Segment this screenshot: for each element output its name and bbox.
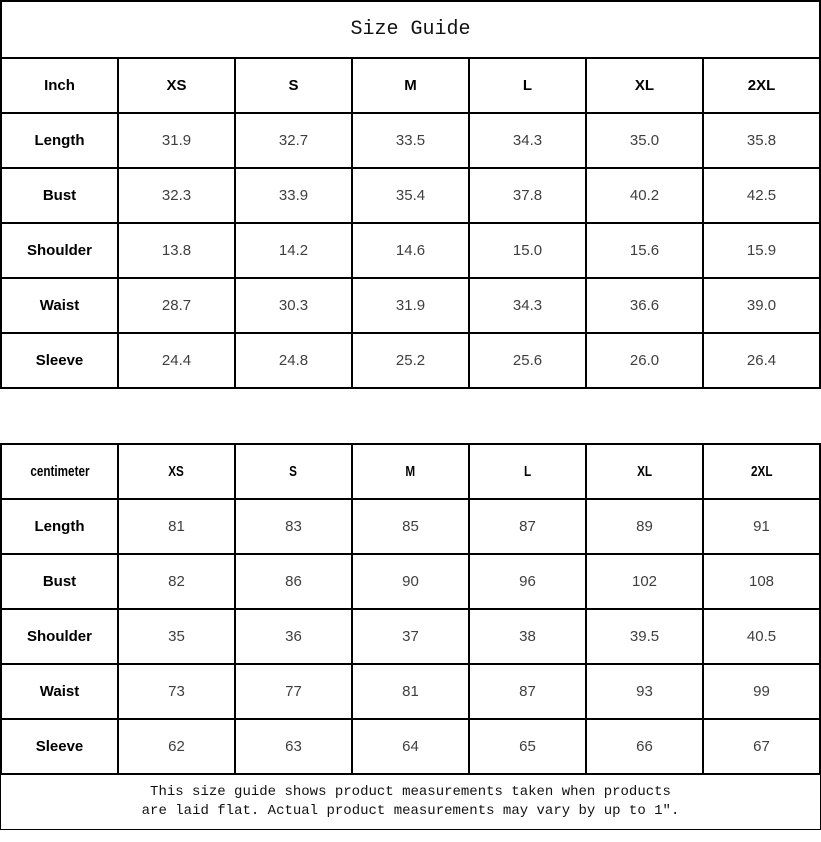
row-label: Waist bbox=[1, 278, 118, 333]
size-value-cell: 83 bbox=[235, 499, 352, 554]
size-value-cell: 25.2 bbox=[352, 333, 469, 388]
size-value-cell: 67 bbox=[703, 719, 820, 774]
note-line-1: This size guide shows product measurements taken when products bbox=[150, 784, 671, 800]
size-value-cell: 15.9 bbox=[703, 223, 820, 278]
size-value-cell: 85 bbox=[352, 499, 469, 554]
size-value-cell: 26.0 bbox=[586, 333, 703, 388]
size-value-cell: 15.0 bbox=[469, 223, 586, 278]
size-value-cell: 24.4 bbox=[118, 333, 235, 388]
size-col-header: XS bbox=[118, 444, 235, 499]
size-value-cell: 91 bbox=[703, 499, 820, 554]
size-value-cell: 40.2 bbox=[586, 168, 703, 223]
row-label: Length bbox=[1, 113, 118, 168]
size-value-cell: 35 bbox=[118, 609, 235, 664]
size-value-cell: 89 bbox=[586, 499, 703, 554]
size-value-cell: 14.2 bbox=[235, 223, 352, 278]
size-value-cell: 81 bbox=[118, 499, 235, 554]
size-value-cell: 28.7 bbox=[118, 278, 235, 333]
size-value-cell: 33.9 bbox=[235, 168, 352, 223]
size-col-header: M bbox=[352, 58, 469, 113]
size-value-cell: 87 bbox=[469, 664, 586, 719]
size-value-cell: 24.8 bbox=[235, 333, 352, 388]
size-value-cell: 64 bbox=[352, 719, 469, 774]
inch-size-table bbox=[0, 57, 821, 389]
size-value-cell: 102 bbox=[586, 554, 703, 609]
row-label: Bust bbox=[1, 554, 118, 609]
size-value-cell: 82 bbox=[118, 554, 235, 609]
size-col-header: L bbox=[469, 444, 586, 499]
size-col-header: 2XL bbox=[703, 58, 820, 113]
size-value-cell: 63 bbox=[235, 719, 352, 774]
size-value-cell: 15.6 bbox=[586, 223, 703, 278]
row-label: Shoulder bbox=[1, 609, 118, 664]
size-value-cell: 39.5 bbox=[586, 609, 703, 664]
row-label: Bust bbox=[1, 168, 118, 223]
row-label: Length bbox=[1, 499, 118, 554]
row-label: Waist bbox=[1, 664, 118, 719]
size-col-header: S bbox=[235, 444, 352, 499]
size-value-cell: 36 bbox=[235, 609, 352, 664]
size-value-cell: 93 bbox=[586, 664, 703, 719]
size-value-cell: 35.4 bbox=[352, 168, 469, 223]
size-value-cell: 25.6 bbox=[469, 333, 586, 388]
size-value-cell: 81 bbox=[352, 664, 469, 719]
size-value-cell: 99 bbox=[703, 664, 820, 719]
size-value-cell: 38 bbox=[469, 609, 586, 664]
unit-label-inch: Inch bbox=[1, 58, 118, 113]
size-col-header: M bbox=[352, 444, 469, 499]
size-value-cell: 73 bbox=[118, 664, 235, 719]
size-value-cell: 32.3 bbox=[118, 168, 235, 223]
size-value-cell: 30.3 bbox=[235, 278, 352, 333]
size-value-cell: 96 bbox=[469, 554, 586, 609]
size-value-cell: 13.8 bbox=[118, 223, 235, 278]
table-row bbox=[1, 223, 820, 278]
table-row bbox=[1, 333, 820, 388]
table-divider-gap bbox=[0, 389, 821, 443]
table-row bbox=[1, 113, 820, 168]
size-value-cell: 42.5 bbox=[703, 168, 820, 223]
page-title bbox=[0, 0, 821, 57]
row-label: Sleeve bbox=[1, 333, 118, 388]
page-title-text: Size Guide bbox=[350, 18, 471, 41]
size-col-header: XL bbox=[586, 444, 703, 499]
size-value-cell: 33.5 bbox=[352, 113, 469, 168]
row-label: Shoulder bbox=[1, 223, 118, 278]
size-value-cell: 36.6 bbox=[586, 278, 703, 333]
table-row bbox=[1, 168, 820, 223]
table-row bbox=[1, 278, 820, 333]
size-col-header: XL bbox=[586, 58, 703, 113]
note-line-2: are laid flat. Actual product measurements may vary by up to 1″. bbox=[141, 803, 680, 819]
size-value-cell: 35.8 bbox=[703, 113, 820, 168]
table-row bbox=[1, 554, 820, 609]
centimeter-size-table bbox=[0, 443, 821, 775]
size-value-cell: 108 bbox=[703, 554, 820, 609]
table-row bbox=[1, 664, 820, 719]
size-col-header: XS bbox=[118, 58, 235, 113]
table-header-row bbox=[1, 58, 820, 113]
table-row bbox=[1, 609, 820, 664]
size-value-cell: 77 bbox=[235, 664, 352, 719]
size-value-cell: 37 bbox=[352, 609, 469, 664]
unit-label-centimeter: centimeter bbox=[1, 444, 118, 499]
row-label: Sleeve bbox=[1, 719, 118, 774]
table-row bbox=[1, 499, 820, 554]
size-value-cell: 62 bbox=[118, 719, 235, 774]
size-value-cell: 39.0 bbox=[703, 278, 820, 333]
size-value-cell: 87 bbox=[469, 499, 586, 554]
size-col-header: L bbox=[469, 58, 586, 113]
size-value-cell: 35.0 bbox=[586, 113, 703, 168]
size-value-cell: 86 bbox=[235, 554, 352, 609]
size-guide-note bbox=[0, 775, 821, 830]
size-value-cell: 14.6 bbox=[352, 223, 469, 278]
size-value-cell: 90 bbox=[352, 554, 469, 609]
size-value-cell: 34.3 bbox=[469, 278, 586, 333]
size-value-cell: 65 bbox=[469, 719, 586, 774]
size-value-cell: 66 bbox=[586, 719, 703, 774]
size-value-cell: 26.4 bbox=[703, 333, 820, 388]
size-value-cell: 31.9 bbox=[118, 113, 235, 168]
size-value-cell: 37.8 bbox=[469, 168, 586, 223]
size-col-header: 2XL bbox=[703, 444, 820, 499]
size-value-cell: 32.7 bbox=[235, 113, 352, 168]
size-value-cell: 34.3 bbox=[469, 113, 586, 168]
size-value-cell: 31.9 bbox=[352, 278, 469, 333]
table-row bbox=[1, 719, 820, 774]
size-value-cell: 40.5 bbox=[703, 609, 820, 664]
size-col-header: S bbox=[235, 58, 352, 113]
table-header-row bbox=[1, 444, 820, 499]
